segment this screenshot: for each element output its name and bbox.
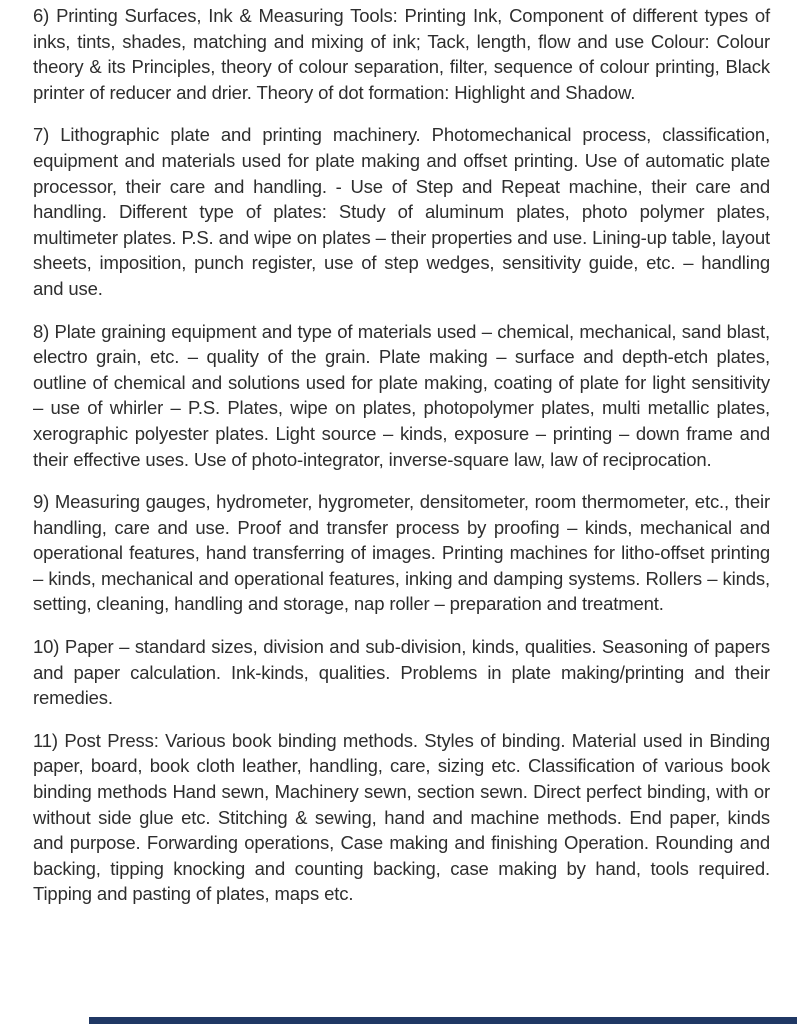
- syllabus-paragraph-7: 7) Lithographic plate and printing machinery. Photomechanical process, classification, equipment and materials used for plate making and offset printing. Use of automatic plate processor, their care and handling. - Use of Step and Repeat machine, their care and handling. Different type of plates: Study of aluminum plates, photo polymer plates, multimeter plates. P.S. and wipe on plates – their properties and use. Lining-up table, layout sheets, imposition, punch register, use of step wedges, sensitivity guide, etc. – handling and use.: [33, 124, 770, 299]
- syllabus-paragraph-11: 11) Post Press: Various book binding methods. Styles of binding. Material used in Binding paper, board, book cloth leather, handling, care, sizing etc. Classification of various book binding methods Hand sewn, Machinery sewn, section sewn. Direct perfect binding, with or without side glue etc. Stitching & sewing, hand and machine methods. End paper, kinds and purpose. Forwarding operations, Case making and finishing Operation. Rounding and backing, tipping knocking and counting backing, case making by hand, tools required. Tipping and pasting of plates, maps etc.: [33, 729, 770, 905]
- syllabus-paragraph-9: 9) Measuring gauges, hydrometer, hygrometer, densitometer, room thermometer, etc., their handling, care and use. Proof and transfer process by proofing – kinds, mechanical and operational features, hand transferring of images. Printing machines for litho-offset printing – kinds, mechanical and operational features, inking and damping systems. Rollers – kinds, setting, cleaning, handling and storage, nap roller – preparation and treatment.: [33, 491, 770, 615]
- syllabus-paragraph-10: 10) Paper – standard sizes, division and sub-division, kinds, qualities. Seasoning of papers and paper calculation. Ink-kinds, qualities. Problems in plate making/printing and their remedies.: [33, 636, 770, 709]
- syllabus-paragraph-8: 8) Plate graining equipment and type of materials used – chemical, mechanical, sand blast, electro grain, etc. – quality of the grain. Plate making – surface and depth-etch plates, outline of chemical and solutions used for plate making, coating of plate for light sensitivity – use of whirler – P.S. Plates, wipe on plates, photopolymer plates, multi metallic plates, xerographic polyester plates. Light source – kinds, exposure – printing – down frame and their effective uses. Use of photo-integrator, inverse-square law, law of reciprocation.: [33, 320, 770, 470]
- bottom-divider-bar: [89, 1017, 797, 1024]
- syllabus-paragraph-6: 6) Printing Surfaces, Ink & Measuring Tools: Printing Ink, Component of different types of inks, tints, shades, matching and mixing of ink; Tack, length, flow and use Colour: Colour theory & its Principles, theory of colour separation, filter, sequence of colour printing, Black printer of reducer and drier. Theory of dot formation: Highlight and Shadow.: [33, 5, 770, 103]
